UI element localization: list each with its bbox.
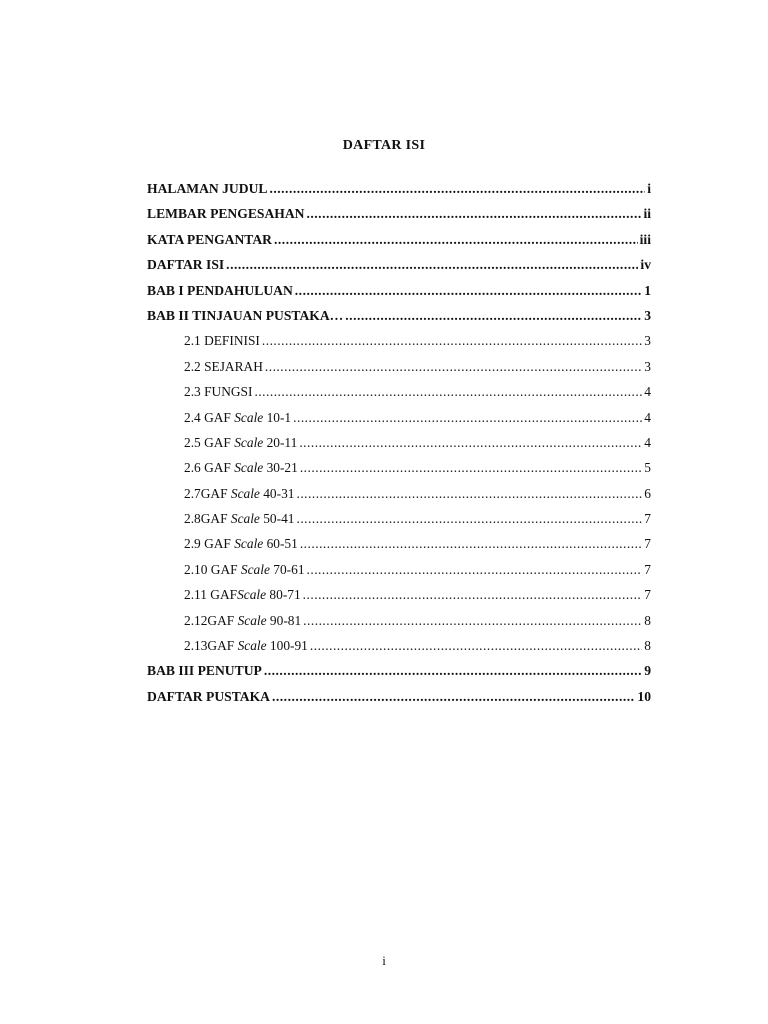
toc-page-number: iii xyxy=(639,231,651,247)
dot-leader xyxy=(303,613,642,629)
toc-entry-label xyxy=(147,206,304,222)
toc-entry-suffix-text: 50-41 xyxy=(259,511,295,527)
dot-leader xyxy=(300,460,642,476)
table-of-contents xyxy=(147,181,651,714)
toc-entry-label xyxy=(184,359,263,375)
toc-page-number: iv xyxy=(640,257,651,273)
dot-leader xyxy=(296,511,642,527)
dot-leader xyxy=(265,359,642,375)
toc-entry-label xyxy=(147,257,224,273)
toc-entry-label xyxy=(147,181,267,197)
dot-leader xyxy=(295,283,642,299)
toc-entry-text: BAB II TINJAUAN PUSTAKA… xyxy=(147,307,344,323)
toc-page-number: 9 xyxy=(644,663,651,679)
toc-entry-label xyxy=(147,232,272,248)
dot-leader xyxy=(303,587,643,603)
toc-entry-suffix-text: 40-31 xyxy=(259,485,295,501)
toc-subentry xyxy=(147,587,651,612)
toc-page-number: 6 xyxy=(644,485,651,501)
toc-entry xyxy=(147,232,651,257)
toc-entry xyxy=(147,308,651,333)
toc-entry-label xyxy=(184,333,260,349)
toc-page-number: 7 xyxy=(644,536,651,552)
toc-page-number: 10 xyxy=(637,688,651,704)
toc-entry-text: 2.8GAF xyxy=(184,511,231,527)
toc-subentry xyxy=(147,486,651,511)
page-number-footer: i xyxy=(382,953,386,968)
toc-entry-suffix-text: 100-91 xyxy=(266,638,308,654)
toc-entry-text: 2.4 GAF xyxy=(184,409,235,425)
toc-subentry xyxy=(147,613,651,638)
toc-entry-text: 2.5 GAF xyxy=(184,434,235,450)
toc-page-number: 5 xyxy=(644,460,651,476)
toc-entry xyxy=(147,181,651,206)
toc-entry-label xyxy=(184,638,308,654)
toc-entry xyxy=(147,663,651,688)
toc-page-number: ii xyxy=(643,206,651,222)
dot-leader xyxy=(226,257,638,273)
toc-entry-italic-text: Scale xyxy=(234,536,264,552)
dot-leader xyxy=(262,333,642,349)
toc-entry-text: 2.7GAF xyxy=(184,485,231,501)
toc-entry-text: 2.9 GAF xyxy=(184,536,235,552)
dot-leader xyxy=(264,663,642,679)
toc-entry-italic-text: Scale xyxy=(240,561,270,577)
toc-page-number: 1 xyxy=(644,282,651,298)
toc-subentry xyxy=(147,333,651,358)
toc-entry-text: 2.3 FUNGSI xyxy=(184,384,253,400)
toc-entry-text: BAB III PENUTUP xyxy=(147,663,262,679)
toc-entry-italic-text: Scale xyxy=(234,434,264,450)
toc-entry-text: 2.13GAF xyxy=(184,638,238,654)
dot-leader xyxy=(296,486,642,502)
toc-entry-label xyxy=(184,511,294,527)
toc-page-number: 7 xyxy=(644,511,651,527)
toc-entry-text: DAFTAR PUSTAKA xyxy=(147,688,270,704)
toc-page-number: 8 xyxy=(644,638,651,654)
dot-leader xyxy=(345,308,642,324)
toc-entry-label xyxy=(184,613,301,629)
dot-leader xyxy=(310,638,642,654)
toc-entry-italic-text: Scale xyxy=(237,587,267,603)
dot-leader xyxy=(300,536,642,552)
toc-entry-text: 2.2 SEJARAH xyxy=(184,358,263,374)
toc-entry-label xyxy=(147,308,343,324)
toc-entry xyxy=(147,283,651,308)
toc-entry-suffix-text: 90-81 xyxy=(266,612,302,628)
toc-entry-text: 2.10 GAF xyxy=(184,561,241,577)
toc-subentry xyxy=(147,511,651,536)
toc-entry xyxy=(147,206,651,231)
toc-entry-text: KATA PENGANTAR xyxy=(147,231,272,247)
toc-entry-text: BAB I PENDAHULUAN xyxy=(147,282,293,298)
toc-subentry xyxy=(147,384,651,409)
toc-page-number: 7 xyxy=(644,561,651,577)
toc-page-number: i xyxy=(647,181,651,196)
toc-entry-label xyxy=(147,283,293,299)
toc-entry-label xyxy=(184,435,297,451)
toc-subentry xyxy=(147,410,651,435)
toc-entry-suffix-text: 30-21 xyxy=(263,460,298,476)
toc-entry-italic-text: Scale xyxy=(230,511,260,527)
toc-entry-text: 2.11 GAF xyxy=(184,587,238,603)
toc-entry-suffix-text: 20-11 xyxy=(263,434,298,450)
toc-entry-label xyxy=(184,536,298,552)
toc-subentry xyxy=(147,536,651,561)
toc-entry-italic-text: Scale xyxy=(234,460,264,476)
toc-entry-text: 2.12GAF xyxy=(184,612,238,628)
toc-entry-label xyxy=(184,587,301,603)
dot-leader xyxy=(274,232,638,248)
toc-entry-text: 2.1 DEFINISI xyxy=(184,333,260,349)
toc-entry-label xyxy=(147,663,262,679)
toc-entry-text: LEMBAR PENGESAHAN xyxy=(147,206,305,222)
toc-subentry xyxy=(147,638,651,663)
toc-subentry xyxy=(147,460,651,485)
toc-entry-suffix-text: 10-1 xyxy=(263,409,292,425)
toc-entry-italic-text: Scale xyxy=(234,409,264,425)
toc-page-number: 3 xyxy=(644,358,651,374)
dot-leader xyxy=(299,435,642,451)
toc-entry-text: HALAMAN JUDUL xyxy=(147,181,268,196)
toc-subentry xyxy=(147,562,651,587)
toc-entry-label xyxy=(184,460,298,476)
toc-entry-label xyxy=(184,562,305,578)
dot-leader xyxy=(307,562,643,578)
toc-page-number: 4 xyxy=(644,434,651,450)
toc-page-number: 3 xyxy=(644,307,651,323)
toc-entry xyxy=(147,257,651,282)
toc-entry-suffix-text: 60-51 xyxy=(263,536,298,552)
toc-entry-suffix-text: 70-61 xyxy=(269,561,305,577)
toc-page-number: 3 xyxy=(644,333,651,349)
page-title: DAFTAR ISI xyxy=(342,138,426,153)
toc-entry-label xyxy=(184,410,291,426)
toc-entry xyxy=(147,689,651,714)
toc-entry-label xyxy=(184,384,252,400)
dot-leader xyxy=(269,181,645,197)
toc-entry-label xyxy=(184,486,294,502)
toc-subentry xyxy=(147,359,651,384)
dot-leader xyxy=(272,689,635,705)
toc-page-number: 4 xyxy=(644,384,651,400)
toc-subentry xyxy=(147,435,651,460)
dot-leader xyxy=(306,206,641,222)
toc-entry-suffix-text: 80-71 xyxy=(266,587,301,603)
toc-entry-italic-text: Scale xyxy=(237,638,267,654)
toc-entry-label xyxy=(147,689,270,705)
dot-leader xyxy=(293,410,642,426)
toc-entry-italic-text: Scale xyxy=(230,485,260,501)
toc-page-number: 8 xyxy=(644,612,651,628)
toc-page-number: 4 xyxy=(644,409,651,425)
toc-entry-text: DAFTAR ISI xyxy=(147,257,225,273)
toc-entry-text: 2.6 GAF xyxy=(184,460,235,476)
toc-entry-italic-text: Scale xyxy=(237,612,267,628)
dot-leader xyxy=(254,384,642,400)
toc-page-number: 7 xyxy=(644,587,651,603)
